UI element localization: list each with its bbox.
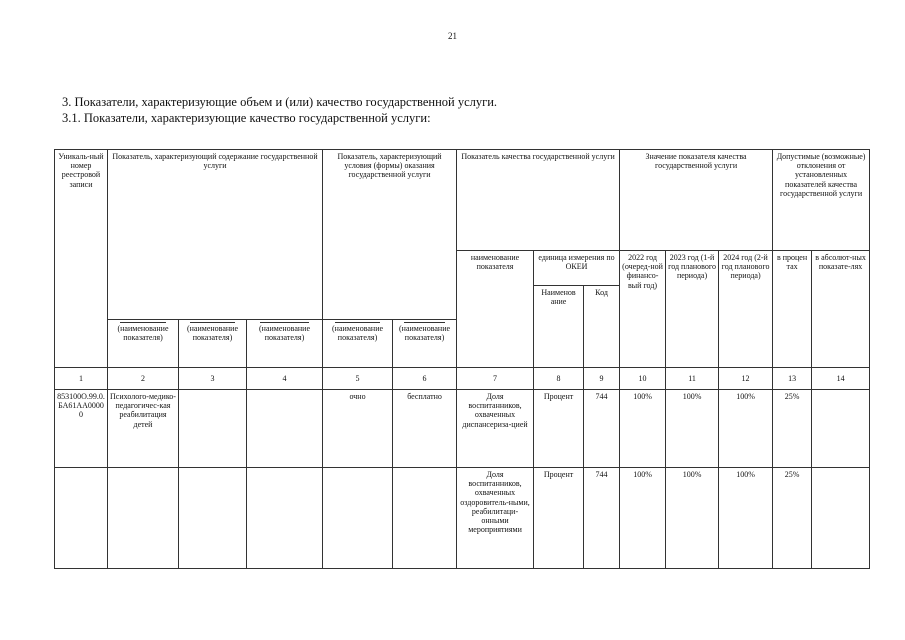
cell-content-1 xyxy=(108,468,179,569)
section-heading: 3. Показатели, характеризующие объем и (или) качество государственной услуги. xyxy=(62,95,498,109)
cell-condition-1: очно xyxy=(323,390,393,468)
header-okei-unit: единица измерения по ОКЕИ xyxy=(534,251,620,286)
header-okei-name: Наименов ание xyxy=(534,286,584,368)
column-number: 12 xyxy=(719,368,773,390)
cell-deviation-percent: 25% xyxy=(773,468,812,569)
cell-content-2 xyxy=(179,390,247,468)
column-number: 11 xyxy=(666,368,719,390)
cell-content-2 xyxy=(179,468,247,569)
cell-value-2022: 100% xyxy=(620,390,666,468)
cell-deviation-absolute xyxy=(812,390,870,468)
cell-deviation-percent: 25% xyxy=(773,390,812,468)
cell-unit-code: 744 xyxy=(584,468,620,569)
cell-content-1: Психолого-медико-педагогичес-кая реабилитация детей xyxy=(108,390,179,468)
table-row xyxy=(55,468,870,569)
header-deviation-percent: в процен тах xyxy=(773,251,812,368)
column-number: 5 xyxy=(323,368,393,390)
column-number: 6 xyxy=(393,368,457,390)
header-indicator-name: наименование показателя xyxy=(457,251,534,368)
cell-value-2023: 100% xyxy=(666,390,719,468)
cell-unit-name: Процент xyxy=(534,390,584,468)
column-number: 13 xyxy=(773,368,812,390)
cell-value-2024: 100% xyxy=(719,468,773,569)
header-year-2023: 2023 год (1-й год планового периода) xyxy=(666,251,719,368)
cell-value-2022: 100% xyxy=(620,468,666,569)
header-deviation-absolute: в абсолют-ных показате-лях xyxy=(812,251,870,368)
condition-indicator-placeholder: (наименование показателя) xyxy=(323,320,393,368)
quality-indicators-table xyxy=(54,149,870,569)
cell-unit-name: Процент xyxy=(534,468,584,569)
header-year-2024: 2024 год (2-й год планового периода) xyxy=(719,251,773,368)
column-number: 1 xyxy=(55,368,108,390)
cell-registry: 853100О.99.0.БА61АА00000 xyxy=(55,390,108,468)
cell-indicator: Доля воспитанников, охваченных диспансериза-цией xyxy=(457,390,534,468)
cell-content-3 xyxy=(247,468,323,569)
column-number: 7 xyxy=(457,368,534,390)
cell-condition-2: бесплатно xyxy=(393,390,457,468)
table-row xyxy=(55,390,870,468)
content-indicator-placeholder: (наименование показателя) xyxy=(179,320,247,368)
header-okei-code: Код xyxy=(584,286,620,368)
cell-unit-code: 744 xyxy=(584,390,620,468)
header-year-2022: 2022 год (очеред-ной финансо-вый год) xyxy=(620,251,666,368)
header-value-group: Значение показателя качества государственной услуги xyxy=(620,150,773,251)
content-indicator-placeholder: (наименование показателя) xyxy=(247,320,323,368)
cell-condition-2 xyxy=(393,468,457,569)
cell-registry xyxy=(55,468,108,569)
column-number: 2 xyxy=(108,368,179,390)
column-number: 10 xyxy=(620,368,666,390)
column-numbers-row xyxy=(55,368,870,390)
cell-condition-1 xyxy=(323,468,393,569)
cell-content-3 xyxy=(247,390,323,468)
header-quality-group: Показатель качества государственной услуги xyxy=(457,150,620,251)
header-content-group: Показатель, характеризующий содержание государственной услуги xyxy=(108,150,323,320)
column-number: 4 xyxy=(247,368,323,390)
column-number: 9 xyxy=(584,368,620,390)
header-registry: Уникаль-ный номер реестровой записи xyxy=(55,150,108,368)
column-number: 3 xyxy=(179,368,247,390)
cell-value-2023: 100% xyxy=(666,468,719,569)
subsection-heading: 3.1. Показатели, характеризующие качество государственной услуги: xyxy=(62,111,431,125)
cell-value-2024: 100% xyxy=(719,390,773,468)
header-deviation-group: Допустимые (возможные) отклонения от установленных показателей качества государственной услуги xyxy=(773,150,870,251)
condition-indicator-placeholder: (наименование показателя) xyxy=(393,320,457,368)
content-indicator-placeholder: (наименование показателя) xyxy=(108,320,179,368)
cell-indicator: Доля воспитанников, охваченных оздоровитель-ными, реабилитаци-онными мероприятиями xyxy=(457,468,534,569)
cell-deviation-absolute xyxy=(812,468,870,569)
page-number: 21 xyxy=(448,31,457,41)
column-number: 14 xyxy=(812,368,870,390)
column-number: 8 xyxy=(534,368,584,390)
header-conditions-group: Показатель, характеризующий условия (формы) оказания государственной услуги xyxy=(323,150,457,320)
table-header-row xyxy=(55,150,870,251)
